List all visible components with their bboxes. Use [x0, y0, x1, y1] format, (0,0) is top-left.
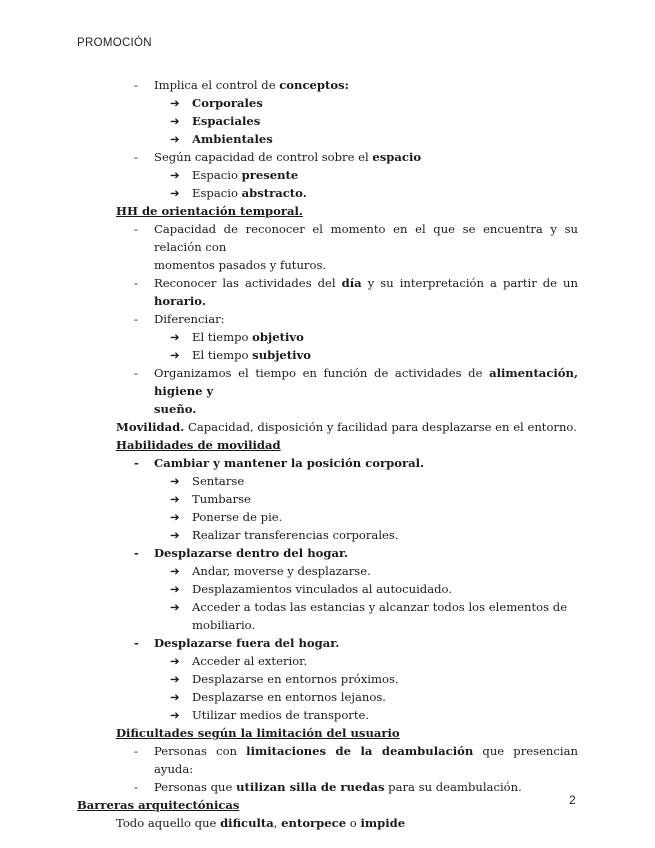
dash-bullet: - [134, 546, 139, 560]
dash-bullet: - [134, 744, 138, 758]
list-subitem: ➔ Sentarse [170, 474, 245, 488]
list-subitem: ➔ El tiempo objetivo [170, 330, 304, 344]
arrow-bullet-icon: ➔ [170, 672, 180, 686]
list-item: - Diferenciar: [134, 312, 225, 326]
list-item: - Desplazarse fuera del hogar. [134, 636, 340, 650]
dash-bullet: - [134, 312, 138, 326]
arrow-bullet-icon: ➔ [170, 492, 180, 506]
list-subitem: ➔ Ponerse de pie. [170, 510, 283, 524]
list-item-continuation: sueño. [154, 402, 197, 416]
arrow-bullet-icon: ➔ [170, 114, 180, 128]
list-subitem: ➔ Acceder al exterior. [170, 654, 308, 668]
list-item-continuation: momentos pasados y futuros. [154, 258, 327, 272]
dash-bullet: - [134, 636, 139, 650]
list-item: - Personas con limitaciones de la deambulación que presencian ayuda: [134, 744, 578, 776]
list-subitem: ➔ Espacio presente [170, 168, 299, 182]
dash-bullet: - [134, 366, 138, 380]
dash-bullet: - [134, 780, 138, 794]
dash-bullet: - [134, 78, 138, 92]
arrow-bullet-icon: ➔ [170, 690, 180, 704]
list-subitem: ➔ Desplazamientos vinculados al autocuidado. [170, 582, 453, 596]
movilidad-definition: Movilidad. Capacidad, disposición y facilidad para desplazarse en el entorno. [116, 420, 577, 434]
dash-bullet: - [134, 150, 138, 164]
list-subitem: ➔ Corporales [170, 96, 263, 110]
arrow-bullet-icon: ➔ [170, 708, 180, 722]
arrow-bullet-icon: ➔ [170, 132, 180, 146]
list-subitem: ➔ Tumbarse [170, 492, 251, 506]
arrow-bullet-icon: ➔ [170, 474, 180, 488]
arrow-bullet-icon: ➔ [170, 582, 180, 596]
list-item: - Organizamos el tiempo en función de actividades de alimentación, higiene y [134, 366, 578, 398]
arrow-bullet-icon: ➔ [170, 186, 180, 200]
list-item: - Reconocer las actividades del día y su interpretación a partir de un horario. [134, 276, 578, 308]
arrow-bullet-icon: ➔ [170, 528, 180, 542]
arrow-bullet-icon: ➔ [170, 168, 180, 182]
section-heading-dificultades: Dificultades según la limitación del usuario [116, 726, 400, 740]
arrow-bullet-icon: ➔ [170, 600, 180, 614]
list-subitem: ➔ Utilizar medios de transporte. [170, 708, 370, 722]
list-item: - Según capacidad de control sobre el espacio [134, 150, 422, 164]
list-subitem: ➔ Andar, moverse y desplazarse. [170, 564, 371, 578]
list-subitem: ➔ Desplazarse en entornos lejanos. [170, 690, 386, 704]
arrow-bullet-icon: ➔ [170, 330, 180, 344]
dash-bullet: - [134, 456, 139, 470]
list-subitem: ➔ Ambientales [170, 132, 273, 146]
list-item: - Personas que utilizan silla de ruedas para su deambulación. [134, 780, 522, 794]
list-subitem: ➔ Acceder a todas las estancias y alcanzar todos los elementos de [170, 600, 568, 614]
list-item: - Implica el control de conceptos: [134, 78, 349, 92]
arrow-bullet-icon: ➔ [170, 654, 180, 668]
section-heading-barreras: Barreras arquitectónicas [77, 798, 240, 812]
arrow-bullet-icon: ➔ [170, 564, 180, 578]
list-subitem: ➔ El tiempo subjetivo [170, 348, 312, 362]
dash-bullet: - [134, 222, 138, 236]
list-subitem: ➔ Desplazarse en entornos próximos. [170, 672, 399, 686]
list-subitem-continuation: mobiliario. [192, 618, 256, 632]
list-item: - Cambiar y mantener la posición corporal. [134, 456, 425, 470]
list-subitem: ➔ Espacio abstracto. [170, 186, 307, 200]
section-heading-temporal: HH de orientación temporal. [116, 204, 303, 218]
barreras-definition: Todo aquello que dificulta, entorpece o impide [116, 816, 406, 830]
page-number: 2 [569, 793, 576, 807]
list-subitem: ➔ Realizar transferencias corporales. [170, 528, 399, 542]
page-header: PROMOCIÓN [77, 37, 152, 49]
list-subitem: ➔ Espaciales [170, 114, 261, 128]
list-item: - Desplazarse dentro del hogar. [134, 546, 349, 560]
document-body [0, 76, 655, 832]
section-heading-movilidad: Habilidades de movilidad [116, 438, 281, 452]
dash-bullet: - [134, 276, 138, 290]
list-item: - Capacidad de reconocer el momento en el que se encuentra y su relación con [134, 222, 578, 254]
arrow-bullet-icon: ➔ [170, 510, 180, 524]
arrow-bullet-icon: ➔ [170, 348, 180, 362]
arrow-bullet-icon: ➔ [170, 96, 180, 110]
